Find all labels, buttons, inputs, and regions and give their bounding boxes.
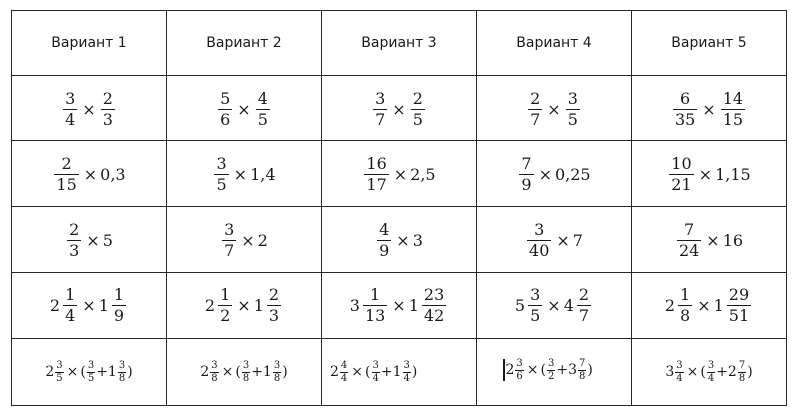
- fraction: $\frac{3}{5}$: [530, 285, 541, 325]
- expr-cell: [12, 141, 167, 207]
- fraction: $\frac{3}{6}$: [516, 357, 523, 382]
- text-cursor: [503, 359, 505, 381]
- fraction: $\frac{14}{15}$: [722, 88, 744, 129]
- fraction: $\frac{3}{7}$: [224, 220, 235, 260]
- expr-cell: [167, 76, 322, 141]
- fraction: $\frac{7}{24}$: [678, 220, 700, 260]
- fraction: $\frac{2}{3}$: [102, 88, 113, 129]
- table-row: [12, 273, 787, 339]
- fraction: $\frac{3}{40}$: [529, 220, 550, 260]
- expr-cell: [477, 207, 632, 273]
- integer: 16: [722, 231, 744, 250]
- mixed-product: 5 $\frac{3}{5}$ × 4 $\frac{2}{7}$: [514, 285, 590, 325]
- fraction-times-integer: $\frac{3}{40}$ × 7: [529, 220, 583, 260]
- fraction: $\frac{3}{5}$: [567, 88, 578, 129]
- expr-cell: [632, 207, 787, 273]
- expr-cell: [632, 273, 787, 339]
- fraction-product: $\frac{3}{7}$ × $\frac{2}{5}$: [375, 88, 423, 129]
- fraction-times-decimal: $\frac{10}{21}$ × 1,15: [671, 154, 751, 194]
- fraction: $\frac{6}{35}$: [674, 88, 696, 129]
- decimal: 0,3: [100, 165, 126, 184]
- expr-cell: [632, 76, 787, 141]
- fraction: $\frac{4}{5}$: [257, 88, 268, 129]
- table-row: [12, 207, 787, 273]
- mixed-parenthesized-product: 2 $\frac{3}{6}$ × ( $\frac{3}{2}$ + 3 $\frac{7}{8}$ ): [503, 359, 593, 382]
- fraction: $\frac{7}{9}$: [521, 154, 532, 194]
- fraction: $\frac{3}{4}$: [707, 359, 715, 384]
- fraction: $\frac{3}{4}$: [403, 359, 410, 384]
- mixed-parenthesized-product: 2 $\frac{3}{5}$ × ( $\frac{3}{5}$ + 1 $\frac{3}{8}$ ): [45, 359, 133, 384]
- expr-cell: [12, 207, 167, 273]
- decimal: 0,25: [554, 165, 591, 184]
- decimal: 1,4: [250, 165, 276, 184]
- fraction: $\frac{2}{15}$: [56, 154, 77, 194]
- expr-cell: [322, 76, 477, 141]
- expr-cell: [12, 76, 167, 141]
- fraction-product: $\frac{3}{4}$ × $\frac{2}{3}$: [65, 88, 113, 129]
- expr-cell: [167, 141, 322, 207]
- expr-cell: [477, 76, 632, 141]
- fraction: $\frac{1}{8}$: [680, 285, 691, 325]
- fraction-times-integer: $\frac{4}{9}$ × 3: [379, 220, 423, 260]
- fraction: $\frac{1}{13}$: [364, 285, 386, 325]
- fraction: $\frac{2}{7}$: [578, 285, 590, 325]
- expr-cell: [167, 207, 322, 273]
- mixed-product: 2 $\frac{1}{2}$ × 1 $\frac{2}{3}$: [204, 285, 280, 325]
- fraction: $\frac{23}{42}$: [423, 285, 445, 325]
- fraction-times-integer: $\frac{7}{24}$ × 16: [678, 220, 744, 260]
- mixed-parenthesized-product: 3 $\frac{3}{4}$ × ( $\frac{3}{4}$ + 2 $\frac{7}{8}$ ): [665, 359, 753, 384]
- mixed-parenthesized-product: 2 $\frac{4}{4}$ × ( $\frac{3}{4}$ + 1 $\frac{3}{4}$ ): [330, 359, 418, 384]
- fraction: $\frac{3}{5}$: [216, 154, 227, 194]
- fraction-times-integer: $\frac{2}{3}$ × 5: [69, 220, 113, 260]
- fraction: $\frac{2}{7}$: [530, 88, 541, 129]
- fraction: $\frac{3}{4}$: [65, 88, 76, 129]
- fraction: $\frac{3}{7}$: [375, 88, 386, 129]
- fraction: $\frac{3}{4}$: [676, 359, 683, 384]
- mixed-parenthesized-product: 2 $\frac{3}{8}$ × ( $\frac{3}{8}$ + 1 $\frac{3}{8}$ ): [200, 359, 288, 384]
- header-variant-4: Вариант 4: [477, 11, 632, 76]
- integer: 7: [572, 231, 583, 250]
- mixed-product: 2 $\frac{1}{8}$ × 1 $\frac{29}{51}$: [664, 285, 750, 325]
- fraction: $\frac{3}{8}$: [211, 359, 218, 384]
- table-row: [12, 76, 787, 141]
- fraction: $\frac{5}{6}$: [220, 88, 231, 129]
- fraction: $\frac{3}{2}$: [548, 357, 555, 382]
- decimal: 2,5: [410, 165, 436, 184]
- header-row: [12, 11, 787, 76]
- expr-cell: [322, 273, 477, 339]
- fraction: $\frac{16}{17}$: [366, 154, 387, 194]
- fraction: $\frac{3}{8}$: [273, 359, 281, 384]
- table-row: [12, 339, 787, 406]
- expr-cell: [477, 273, 632, 339]
- expr-cell: [12, 339, 167, 406]
- fraction: $\frac{4}{4}$: [340, 359, 348, 384]
- fraction: $\frac{1}{9}$: [113, 285, 125, 325]
- fraction-product: $\frac{6}{35}$ × $\frac{14}{15}$: [674, 88, 744, 129]
- header-variant-3: Вариант 3: [322, 11, 477, 76]
- fraction: $\frac{4}{9}$: [379, 220, 390, 260]
- expr-cell: [322, 339, 477, 406]
- fraction-times-decimal: $\frac{2}{15}$ × 0,3: [56, 154, 126, 194]
- fraction: $\frac{2}{3}$: [268, 285, 280, 325]
- expr-cell: [632, 339, 787, 406]
- expr-cell: [477, 339, 632, 406]
- fraction: $\frac{10}{21}$: [671, 154, 692, 194]
- fraction: $\frac{3}{5}$: [87, 359, 95, 384]
- mixed-product: 2 $\frac{1}{4}$ × 1 $\frac{1}{9}$: [49, 285, 125, 325]
- fraction: $\frac{1}{2}$: [220, 285, 231, 325]
- table-row: [12, 141, 787, 207]
- fraction: $\frac{1}{4}$: [65, 285, 76, 325]
- integer: 5: [102, 231, 113, 250]
- mixed-product: 3 $\frac{1}{13}$ × 1 $\frac{23}{42}$: [349, 285, 445, 325]
- expr-cell: [322, 141, 477, 207]
- fraction-product: $\frac{2}{7}$ × $\frac{3}{5}$: [530, 88, 578, 129]
- header-variant-1: Вариант 1: [12, 11, 167, 76]
- variants-table: [11, 10, 787, 406]
- expr-cell: [167, 273, 322, 339]
- fraction-times-decimal: $\frac{16}{17}$ × 2,5: [366, 154, 436, 194]
- fraction: $\frac{7}{8}$: [579, 357, 586, 382]
- fraction: $\frac{7}{8}$: [738, 359, 746, 384]
- fraction: $\frac{2}{5}$: [412, 88, 423, 129]
- header-variant-2: Вариант 2: [167, 11, 322, 76]
- fraction-times-integer: $\frac{3}{7}$ × 2: [224, 220, 268, 260]
- fraction-product: $\frac{5}{6}$ × $\frac{4}{5}$: [220, 88, 268, 129]
- fraction-times-decimal: $\frac{7}{9}$ × 0,25: [521, 154, 591, 194]
- integer: 2: [257, 231, 268, 250]
- fraction: $\frac{3}{8}$: [118, 359, 126, 384]
- decimal: 1,15: [715, 165, 751, 184]
- fraction-times-decimal: $\frac{3}{5}$ × 1,4: [216, 154, 276, 194]
- fraction: $\frac{3}{4}$: [372, 359, 379, 384]
- fraction: $\frac{29}{51}$: [728, 285, 750, 325]
- fraction: $\frac{3}{8}$: [242, 359, 250, 384]
- expr-cell: [632, 141, 787, 207]
- fraction: $\frac{2}{3}$: [69, 220, 80, 260]
- fraction: $\frac{3}{5}$: [56, 359, 63, 384]
- expr-cell: [167, 339, 322, 406]
- integer: 3: [412, 231, 423, 250]
- expr-cell: [322, 207, 477, 273]
- expr-cell: [12, 273, 167, 339]
- header-variant-5: Вариант 5: [632, 11, 787, 76]
- expr-cell: [477, 141, 632, 207]
